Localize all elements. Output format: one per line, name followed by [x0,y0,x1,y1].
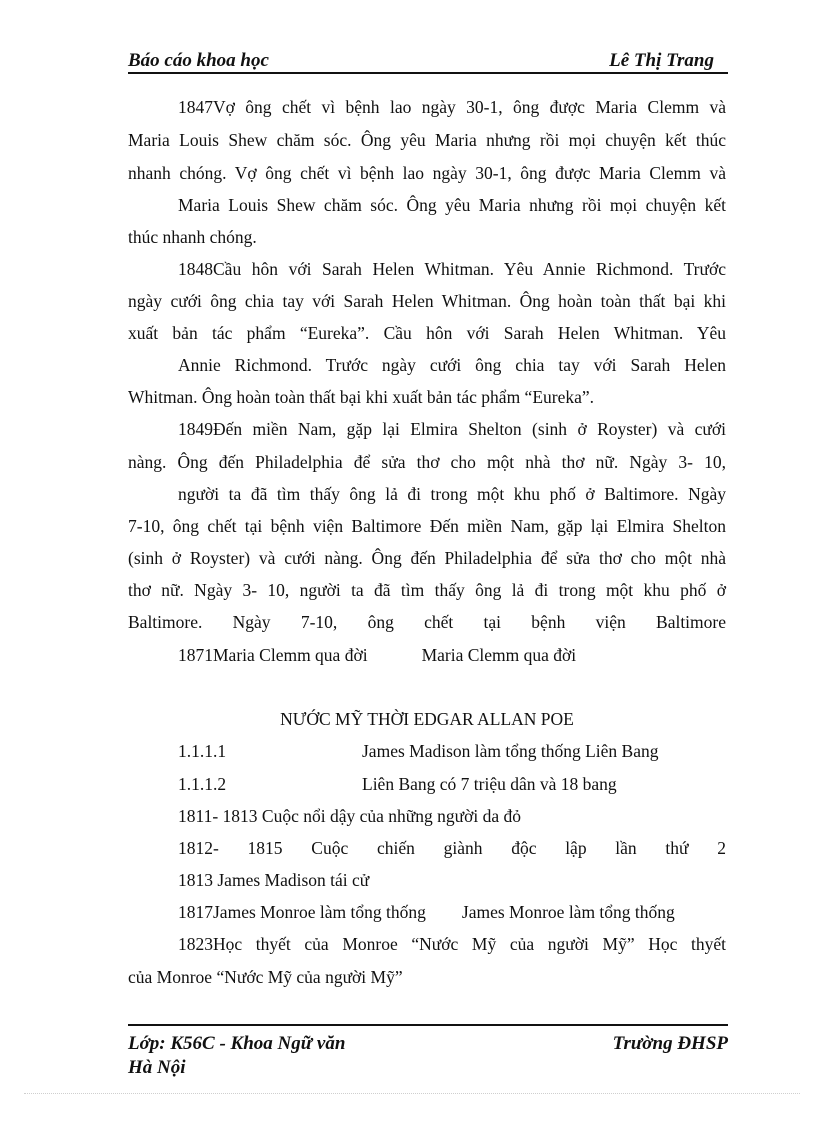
text-line: ngày cưới ông chia tay với Sarah Helen Whitman. Ông hoàn toàn thất bại khi [128,291,726,311]
text-segment: James Monroe làm tổng thống [461,902,675,922]
text-line: 1823Học thyết của Monroe “Nước Mỹ của người Mỹ” Học thyết [178,934,726,954]
footer-school: Trường ĐHSP [612,1033,728,1054]
text-line: Baltimore. Ngày 7-10, ông chết tại bệnh viện Baltimore [128,612,726,632]
text-line: 1811- 1813 Cuộc nổi dậy của những người da đỏ [178,806,522,826]
text-line: 1812- 1815 Cuộc chiến giành độc lập lần thứ 2 [178,838,726,858]
text-line: (sinh ở Royster) và cưới nàng. Ông đến Philadelphia để sửa thơ cho một nhà [128,548,726,568]
text-line: Maria Louis Shew chăm sóc. Ông yêu Maria nhưng rồi mọi chuyện kết thúc [128,130,726,150]
list-number: 1.1.1.1 [178,741,227,761]
text-line: nhanh chóng. Vợ ông chết vì bệnh lao ngày 30-1, ông được Maria Clemm và [128,163,726,183]
text-line: nàng. Ông đến Philadelphia để sửa thơ cho một nhà thơ nữ. Ngày 3- 10, [128,452,726,472]
text-line [178,901,726,923]
page-edge-divider [24,1093,800,1094]
list-text: James Madison làm tổng thống Liên Bang [362,741,659,761]
text-line: 1847Vợ ông chết vì bệnh lao ngày 30-1, ông được Maria Clemm và [178,97,726,117]
section-title: NƯỚC MỸ THỜI EDGAR ALLAN POE [280,709,574,729]
header-title: Báo cáo khoa học [128,50,269,71]
text-line: thúc nhanh chóng. [128,227,257,247]
text-segment: Maria Clemm qua đời [421,645,577,665]
text-line: 1813 James Madison tái cử [178,870,370,890]
list-text: Liên Bang có 7 triệu dân và 18 bang [362,774,617,794]
page-header [128,48,728,74]
page-footer [128,1024,728,1078]
list-item [178,740,726,762]
footer-class-line2: Hà Nội [128,1057,186,1078]
text-line: 7-10, ông chết tại bệnh viện Baltimore Đến miền Nam, gặp lại Elmira Shelton [128,516,726,536]
text-line: Annie Richmond. Trước ngày cưới ông chia tay với Sarah Helen [178,355,726,375]
list-item [178,773,726,795]
text-segment: 1817James Monroe làm tổng thống [178,902,426,922]
text-line: người ta đã tìm thấy ông lả đi trong một khu phố ở Baltimore. Ngày [178,484,726,504]
text-line: 1848Cầu hôn với Sarah Helen Whitman. Yêu Annie Richmond. Trước [178,259,726,279]
header-author: Lê Thị Trang [609,50,714,71]
text-line [178,644,726,666]
text-line: 1849Đến miền Nam, gặp lại Elmira Shelton (sinh ở Royster) và cưới [178,419,726,439]
text-line: thơ nữ. Ngày 3- 10, người ta đã tìm thấy ông lả đi trong một khu phố ở [128,580,726,600]
footer-class-line1: Lớp: K56C - Khoa Ngữ văn [128,1033,346,1054]
text-line: Whitman. Ông hoàn toàn thất bại khi xuất bản tác phẩm “Eureka”. [128,387,595,407]
text-segment: 1871Maria Clemm qua đời [178,645,368,665]
footer-class [128,1032,345,1080]
list-number: 1.1.1.2 [178,774,227,794]
text-line: của Monroe “Nước Mỹ của người Mỹ” [128,967,403,987]
text-line: xuất bản tác phẩm “Eureka”. Cầu hôn với Sarah Helen Whitman. Yêu [128,323,726,343]
text-line: Maria Louis Shew chăm sóc. Ông yêu Maria nhưng rồi mọi chuyện kết [178,195,726,215]
